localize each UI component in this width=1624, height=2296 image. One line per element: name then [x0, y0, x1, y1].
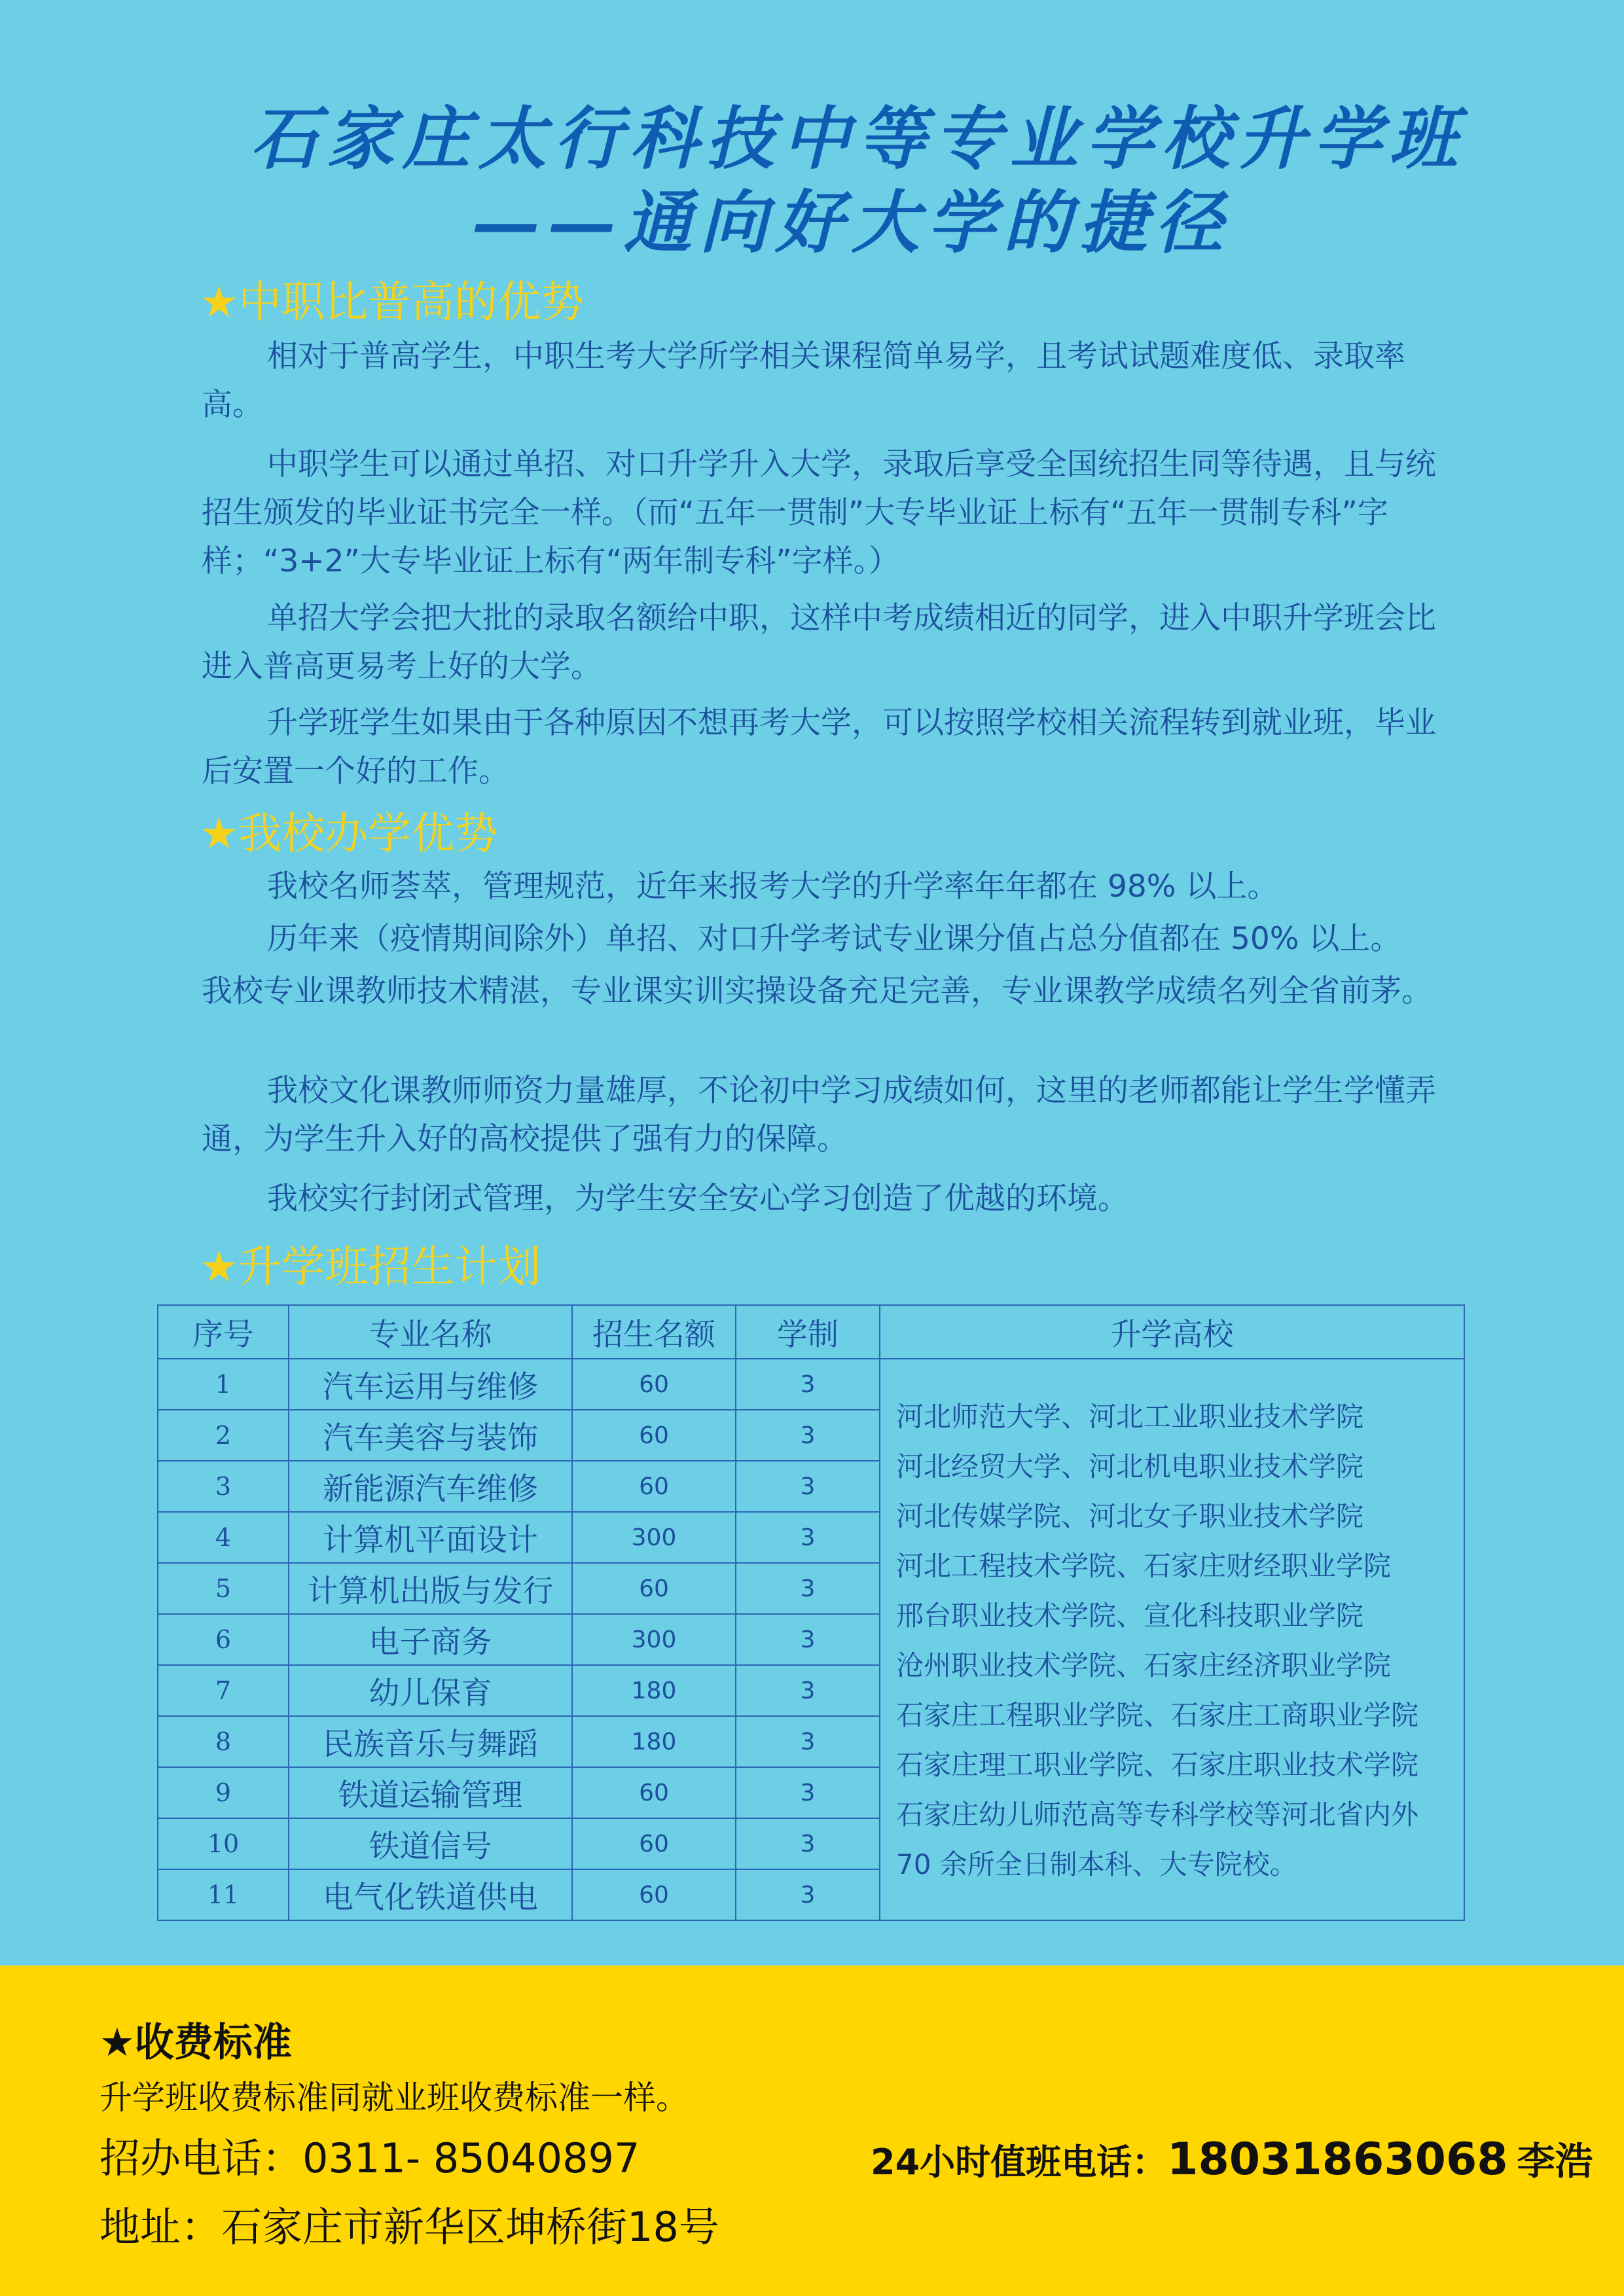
paragraph: 我校专业课教师技术精湛，专业课实训实操设备充足完善，专业课教学成绩名列全省前茅。 — [202, 973, 1432, 1009]
cell-major: 民族音乐与舞蹈 — [289, 1716, 572, 1767]
cell-quota: 300 — [572, 1512, 736, 1563]
university-line: 河北工程技术学院、石家庄财经职业学院 — [896, 1550, 1392, 1582]
cell-years: 3 — [736, 1665, 880, 1716]
cell-no: 4 — [158, 1512, 289, 1563]
office-phone: 招办电话：0311- 85040897 — [99, 2134, 640, 2182]
university-line: 沧州职业技术学院、石家庄经济职业学院 — [896, 1649, 1392, 1681]
cell-no: 10 — [158, 1818, 289, 1869]
cell-major: 铁道运输管理 — [289, 1767, 572, 1818]
column-header-major: 专业名称 — [289, 1305, 572, 1359]
paragraph: 我校文化课教师师资力量雄厚，不论初中学习成绩如何，这里的老师都能让学生学懂弄通，为学生升入好的高校提供了强有力的保障。 — [202, 1073, 1436, 1157]
cell-quota: 60 — [572, 1461, 736, 1512]
cell-quota: 180 — [572, 1665, 736, 1716]
cell-quota: 180 — [572, 1716, 736, 1767]
university-line: 70 余所全日制本科、大专院校。 — [896, 1848, 1297, 1880]
cell-no: 1 — [158, 1359, 289, 1410]
section-heading-school-advantages: ★我校办学优势 — [200, 808, 498, 859]
hotline-number[interactable]: 18031863068 — [1167, 2134, 1508, 2185]
cell-major: 铁道信号 — [289, 1818, 572, 1869]
cell-no: 8 — [158, 1716, 289, 1767]
university-line: 石家庄理工职业学院、石家庄职业技术学院 — [896, 1749, 1419, 1781]
cell-no: 6 — [158, 1614, 289, 1665]
section-heading-advantages: ★中职比普高的优势 — [200, 277, 585, 327]
enrollment-table — [157, 1304, 1465, 1921]
column-header-no: 序号 — [158, 1305, 289, 1359]
cell-years: 3 — [736, 1512, 880, 1563]
hotline — [871, 2130, 1593, 2185]
cell-major: 新能源汽车维修 — [289, 1461, 572, 1512]
cell-quota: 60 — [572, 1869, 736, 1920]
paragraph: 中职学生可以通过单招、对口升学升入大学，录取后享受全国统招生同等待遇，且与统招生颁发的毕业证书完全一样。（而“五年一贯制”大专毕业证上标有“五年一贯制专科”字样；“3+2”大专毕业证上标有“两年制专科”字样。） — [202, 446, 1436, 579]
paragraph: 升学班学生如果由于各种原因不想再考大学，可以按照学校相关流程转到就业班，毕业后安置一个好的工作。 — [202, 705, 1436, 789]
cell-universities — [880, 1359, 1464, 1920]
cell-quota: 60 — [572, 1563, 736, 1614]
cell-quota: 60 — [572, 1818, 736, 1869]
cell-quota: 60 — [572, 1767, 736, 1818]
university-line: 河北传媒学院、河北女子职业技术学院 — [896, 1500, 1364, 1532]
cell-major: 汽车运用与维修 — [289, 1359, 572, 1410]
cell-major: 电气化铁道供电 — [289, 1869, 572, 1920]
university-line: 邢台职业技术学院、宣化科技职业学院 — [896, 1600, 1364, 1632]
fee-heading: ★收费标准 — [99, 2020, 292, 2066]
paragraph: 我校名师荟萃，管理规范，近年来报考大学的升学率年年都在 98% 以上。 — [267, 869, 1278, 905]
paragraph: 相对于普高学生，中职生考大学所学相关课程简单易学，且考试试题难度低、录取率高。 — [202, 338, 1405, 423]
cell-quota: 60 — [572, 1359, 736, 1410]
hotline-label: 24小时值班电话： — [871, 2142, 1168, 2183]
cell-years: 3 — [736, 1818, 880, 1869]
page-title: 石家庄太行科技中等专业学校升学班 — [250, 98, 1466, 179]
section-heading-enrollment-plan: ★升学班招生计划 — [200, 1242, 541, 1292]
fee-text: 升学班收费标准同就业班收费标准一样。 — [99, 2079, 689, 2117]
university-line: 石家庄工程职业学院、石家庄工商职业学院 — [896, 1699, 1419, 1731]
cell-no: 3 — [158, 1461, 289, 1512]
footer-panel — [0, 1965, 1624, 2296]
paragraph: 单招大学会把大批的录取名额给中职，这样中考成绩相近的同学，进入中职升学班会比进入普高更易考上好的大学。 — [202, 600, 1436, 685]
cell-major: 计算机出版与发行 — [289, 1563, 572, 1614]
cell-no: 2 — [158, 1410, 289, 1461]
university-line: 石家庄幼儿师范高等专科学校等河北省内外 — [896, 1799, 1419, 1831]
address: 地址：石家庄市新华区坤桥街18号 — [99, 2203, 719, 2251]
column-header-years: 学制 — [736, 1305, 880, 1359]
cell-major: 电子商务 — [289, 1614, 572, 1665]
cell-major: 计算机平面设计 — [289, 1512, 572, 1563]
cell-no: 9 — [158, 1767, 289, 1818]
cell-no: 5 — [158, 1563, 289, 1614]
paragraph: 历年来（疫情期间除外）单招、对口升学考试专业课分值占总分值都在 50% 以上。 — [267, 921, 1401, 957]
page-subtitle: ——通向好大学的捷径 — [471, 182, 1231, 262]
cell-years: 3 — [736, 1767, 880, 1818]
cell-years: 3 — [736, 1563, 880, 1614]
cell-years: 3 — [736, 1461, 880, 1512]
hotline-contact: 李浩 — [1517, 2139, 1593, 2183]
column-header-universities: 升学高校 — [880, 1305, 1464, 1359]
university-line: 河北师范大学、河北工业职业技术学院 — [896, 1401, 1364, 1433]
cell-years: 3 — [736, 1869, 880, 1920]
cell-quota: 60 — [572, 1410, 736, 1461]
cell-major: 幼儿保育 — [289, 1665, 572, 1716]
cell-no: 11 — [158, 1869, 289, 1920]
cell-years: 3 — [736, 1614, 880, 1665]
table-row — [158, 1359, 1464, 1410]
cell-years: 3 — [736, 1716, 880, 1767]
university-line: 河北经贸大学、河北机电职业技术学院 — [896, 1450, 1364, 1482]
cell-quota: 300 — [572, 1614, 736, 1665]
cell-years: 3 — [736, 1410, 880, 1461]
paragraph: 我校实行封闭式管理，为学生安全安心学习创造了优越的环境。 — [267, 1181, 1128, 1217]
column-header-quota: 招生名额 — [572, 1305, 736, 1359]
cell-years: 3 — [736, 1359, 880, 1410]
cell-no: 7 — [158, 1665, 289, 1716]
cell-major: 汽车美容与装饰 — [289, 1410, 572, 1461]
table-header-row — [158, 1305, 1464, 1359]
